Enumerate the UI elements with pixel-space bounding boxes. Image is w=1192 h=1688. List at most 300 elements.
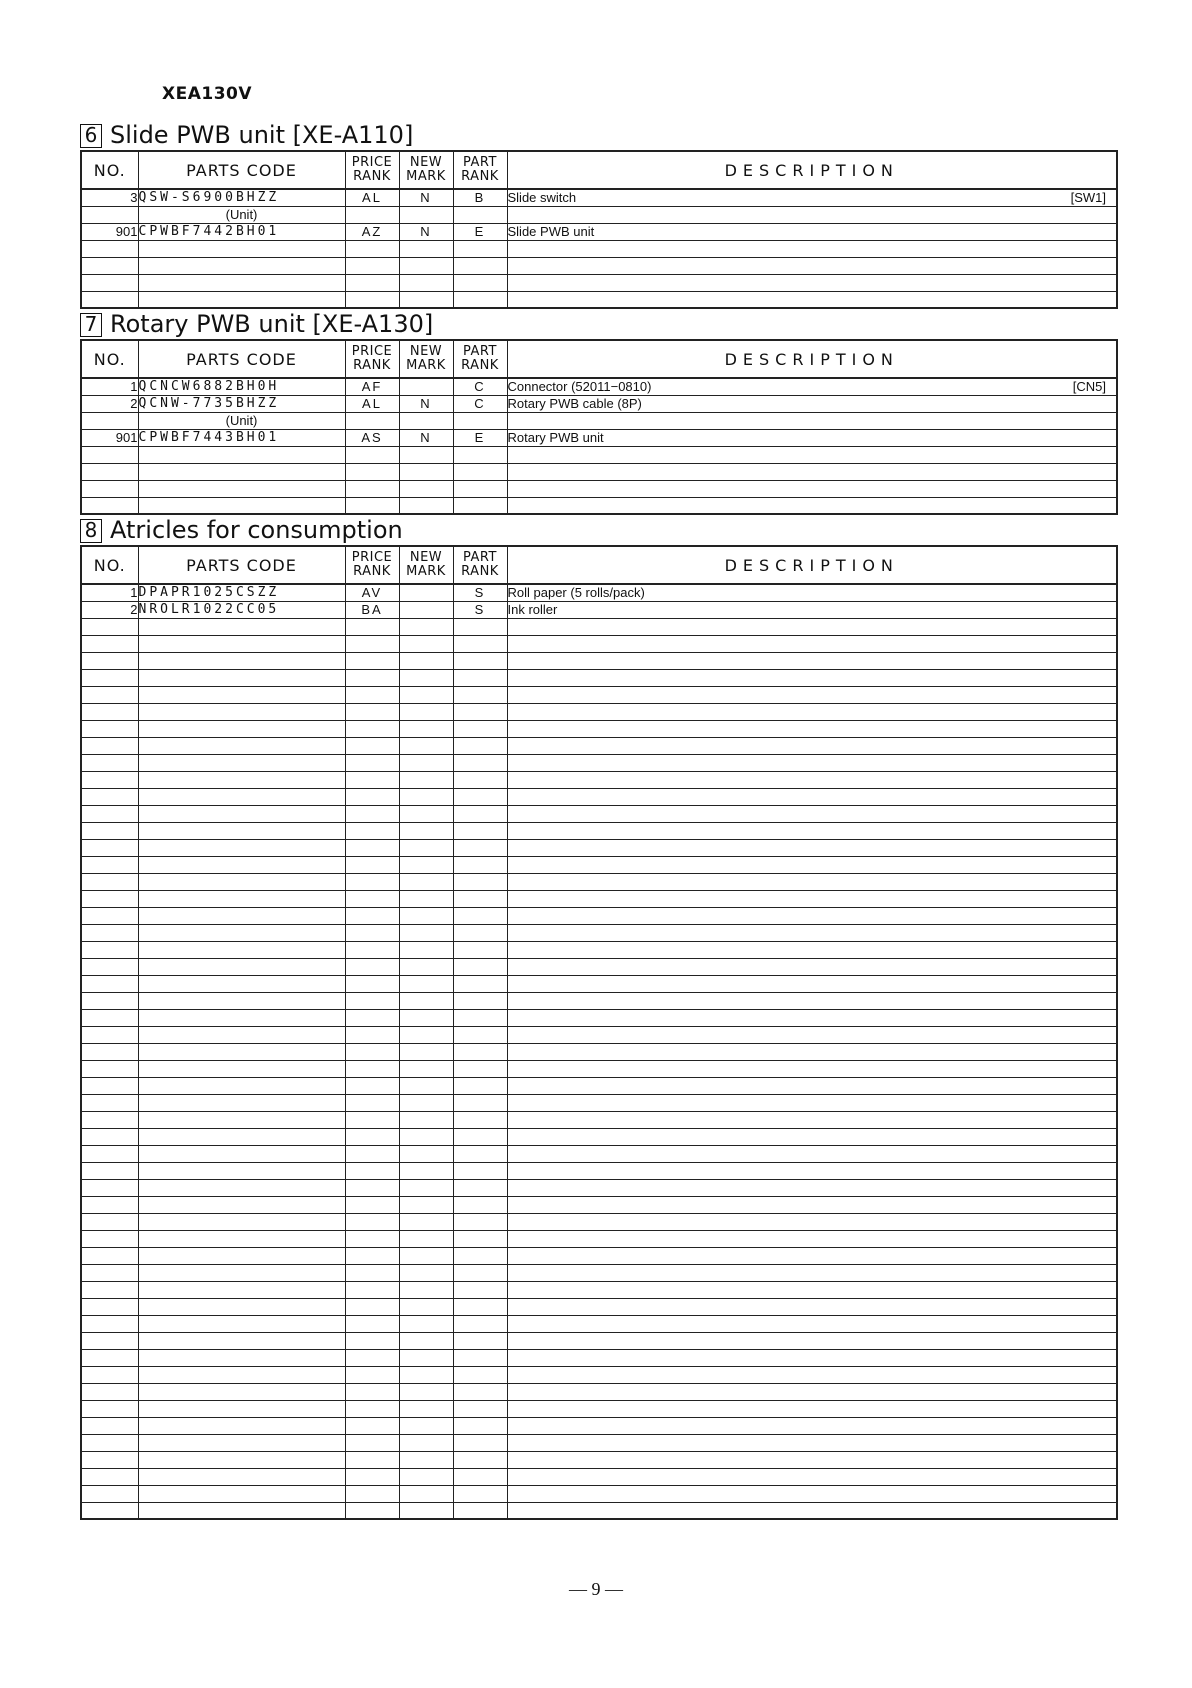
- blank-row: [81, 703, 1117, 720]
- cell-price-rank: [345, 737, 399, 754]
- blank-row: [81, 1315, 1117, 1332]
- cell-no: [81, 1417, 138, 1434]
- blank-row: [81, 652, 1117, 669]
- cell-part-rank: [453, 480, 507, 497]
- cell-price-rank: [345, 635, 399, 652]
- cell-no: [81, 1145, 138, 1162]
- blank-row: [81, 1043, 1117, 1060]
- cell-price-rank: [345, 1060, 399, 1077]
- cell-description: [507, 907, 1117, 924]
- cell-new-mark: [399, 274, 453, 291]
- cell-no: [81, 1094, 138, 1111]
- cell-part-rank: [453, 1196, 507, 1213]
- cell-no: [81, 1366, 138, 1383]
- cell-description: [507, 771, 1117, 788]
- col-new-header-line2: MARK: [406, 169, 446, 184]
- cell-new-mark: [399, 873, 453, 890]
- description-text: Ink roller: [507, 602, 558, 617]
- cell-part-rank: [453, 703, 507, 720]
- cell-no: [81, 1502, 138, 1519]
- blank-row: [81, 958, 1117, 975]
- cell-parts-code: [138, 1264, 345, 1281]
- blank-row: [81, 1128, 1117, 1145]
- cell-description: [507, 686, 1117, 703]
- cell-new-mark: [399, 206, 453, 223]
- cell-price-rank: [345, 1196, 399, 1213]
- cell-no: [81, 839, 138, 856]
- blank-row: [81, 257, 1117, 274]
- cell-price-rank: BA: [345, 601, 399, 618]
- blank-row: [81, 1077, 1117, 1094]
- cell-description: [507, 1366, 1117, 1383]
- col-price-header-line2: RANK: [353, 358, 391, 373]
- cell-price-rank: [345, 618, 399, 635]
- cell-description: [507, 257, 1117, 274]
- blank-row: [81, 1298, 1117, 1315]
- cell-part-rank: [453, 737, 507, 754]
- cell-parts-code: [138, 754, 345, 771]
- cell-new-mark: [399, 856, 453, 873]
- cell-parts-code: [138, 1451, 345, 1468]
- cell-description: [507, 412, 1117, 429]
- cell-parts-code: [138, 686, 345, 703]
- cell-part-rank: [453, 1434, 507, 1451]
- cell-part-rank: [453, 1383, 507, 1400]
- cell-description: [507, 924, 1117, 941]
- cell-new-mark: [399, 737, 453, 754]
- cell-parts-code: [138, 1366, 345, 1383]
- cell-description: [507, 240, 1117, 257]
- cell-parts-code: [138, 1247, 345, 1264]
- table-header-row: [81, 151, 1117, 189]
- blank-row: [81, 720, 1117, 737]
- cell-no: 2: [81, 601, 138, 618]
- cell-price-rank: [345, 1332, 399, 1349]
- cell-price-rank: [345, 1315, 399, 1332]
- cell-description: [507, 601, 1117, 618]
- cell-price-rank: AZ: [345, 223, 399, 240]
- cell-description: [507, 720, 1117, 737]
- cell-part-rank: [453, 1451, 507, 1468]
- cell-part-rank: [453, 754, 507, 771]
- cell-description: [507, 890, 1117, 907]
- cell-parts-code: (Unit): [138, 412, 345, 429]
- cell-description: [507, 291, 1117, 308]
- cell-no: [81, 958, 138, 975]
- cell-new-mark: [399, 412, 453, 429]
- cell-description: [507, 446, 1117, 463]
- cell-part-rank: [453, 1145, 507, 1162]
- col-part-header-line1: PART: [463, 550, 497, 565]
- cell-no: [81, 1111, 138, 1128]
- cell-part-rank: B: [453, 189, 507, 206]
- cell-parts-code: [138, 1485, 345, 1502]
- cell-description: [507, 1332, 1117, 1349]
- cell-parts-code: [138, 1213, 345, 1230]
- cell-parts-code: QCNCW6882BH0H: [138, 378, 345, 395]
- table-row: [81, 189, 1117, 206]
- col-price-header-line1: PRICE: [351, 155, 393, 170]
- cell-price-rank: AF: [345, 378, 399, 395]
- blank-row: [81, 1400, 1117, 1417]
- cell-parts-code: [138, 720, 345, 737]
- table-row: [81, 378, 1117, 395]
- cell-no: [81, 1009, 138, 1026]
- cell-new-mark: [399, 992, 453, 1009]
- cell-no: [81, 771, 138, 788]
- cell-parts-code: [138, 1111, 345, 1128]
- blank-row: [81, 618, 1117, 635]
- cell-description: [507, 429, 1117, 446]
- cell-no: [81, 788, 138, 805]
- section-number: 8: [80, 519, 102, 543]
- cell-new-mark: [399, 1468, 453, 1485]
- col-desc-header: DESCRIPTION: [507, 546, 1117, 584]
- cell-parts-code: [138, 992, 345, 1009]
- cell-description: [507, 992, 1117, 1009]
- cell-description: [507, 1349, 1117, 1366]
- cell-price-rank: [345, 754, 399, 771]
- cell-price-rank: [345, 1162, 399, 1179]
- table-row: [81, 601, 1117, 618]
- cell-new-mark: [399, 480, 453, 497]
- cell-no: [81, 240, 138, 257]
- cell-part-rank: [453, 635, 507, 652]
- section-title-text: Atricles for consumption: [110, 516, 403, 544]
- cell-new-mark: [399, 1162, 453, 1179]
- cell-no: [81, 635, 138, 652]
- cell-description: [507, 856, 1117, 873]
- cell-new-mark: [399, 1043, 453, 1060]
- cell-price-rank: AL: [345, 189, 399, 206]
- cell-no: [81, 1264, 138, 1281]
- cell-new-mark: [399, 1417, 453, 1434]
- blank-row: [81, 1213, 1117, 1230]
- cell-price-rank: [345, 1145, 399, 1162]
- cell-part-rank: [453, 497, 507, 514]
- cell-new-mark: [399, 890, 453, 907]
- section-title: [80, 516, 403, 544]
- col-part-header-line2: RANK: [461, 358, 499, 373]
- cell-price-rank: [345, 274, 399, 291]
- cell-part-rank: C: [453, 395, 507, 412]
- cell-description: [507, 703, 1117, 720]
- cell-part-rank: [453, 1247, 507, 1264]
- cell-part-rank: [453, 1213, 507, 1230]
- blank-row: [81, 1111, 1117, 1128]
- blank-row: [81, 240, 1117, 257]
- cell-parts-code: [138, 497, 345, 514]
- cell-new-mark: [399, 669, 453, 686]
- cell-description: [507, 1111, 1117, 1128]
- cell-no: 1: [81, 378, 138, 395]
- cell-parts-code: [138, 1196, 345, 1213]
- cell-parts-code: [138, 890, 345, 907]
- cell-part-rank: [453, 1179, 507, 1196]
- cell-no: [81, 822, 138, 839]
- cell-part-rank: [453, 1417, 507, 1434]
- cell-no: 2: [81, 395, 138, 412]
- reference-label: [SW1]: [1070, 190, 1106, 205]
- col-desc-header: DESCRIPTION: [507, 340, 1117, 378]
- cell-description: [507, 1247, 1117, 1264]
- cell-parts-code: [138, 463, 345, 480]
- cell-part-rank: [453, 1349, 507, 1366]
- col-new-header-line2: MARK: [406, 564, 446, 579]
- cell-new-mark: [399, 1009, 453, 1026]
- cell-parts-code: [138, 1400, 345, 1417]
- cell-parts-code: [138, 446, 345, 463]
- cell-part-rank: [453, 975, 507, 992]
- description-text: Connector (52011−0810): [507, 379, 652, 395]
- blank-row: [81, 975, 1117, 992]
- cell-price-rank: [345, 1128, 399, 1145]
- cell-parts-code: [138, 1468, 345, 1485]
- cell-new-mark: [399, 291, 453, 308]
- cell-price-rank: [345, 1349, 399, 1366]
- cell-price-rank: [345, 1417, 399, 1434]
- blank-row: [81, 635, 1117, 652]
- cell-new-mark: [399, 1451, 453, 1468]
- cell-part-rank: [453, 805, 507, 822]
- col-part-header: [453, 340, 507, 378]
- cell-price-rank: [345, 1077, 399, 1094]
- cell-part-rank: [453, 1281, 507, 1298]
- col-code-header: PARTS CODE: [138, 340, 345, 378]
- cell-description: [507, 822, 1117, 839]
- cell-part-rank: [453, 771, 507, 788]
- blank-row: [81, 1060, 1117, 1077]
- cell-new-mark: [399, 1111, 453, 1128]
- cell-description: [507, 1468, 1117, 1485]
- blank-row: [81, 1468, 1117, 1485]
- section-number: 7: [80, 313, 102, 337]
- cell-no: [81, 890, 138, 907]
- table-row: [81, 223, 1117, 240]
- blank-row: [81, 480, 1117, 497]
- cell-no: [81, 805, 138, 822]
- blank-row: [81, 1366, 1117, 1383]
- cell-price-rank: [345, 686, 399, 703]
- blank-row: [81, 1485, 1117, 1502]
- cell-description: [507, 737, 1117, 754]
- cell-description: [507, 497, 1117, 514]
- cell-parts-code: [138, 1145, 345, 1162]
- cell-new-mark: N: [399, 395, 453, 412]
- cell-part-rank: [453, 669, 507, 686]
- cell-parts-code: [138, 1383, 345, 1400]
- cell-price-rank: [345, 924, 399, 941]
- cell-new-mark: [399, 584, 453, 601]
- col-part-header-line1: PART: [463, 155, 497, 170]
- cell-part-rank: [453, 1264, 507, 1281]
- parts-table: [80, 150, 1118, 309]
- cell-parts-code: [138, 924, 345, 941]
- cell-no: [81, 1468, 138, 1485]
- blank-row: [81, 1383, 1117, 1400]
- cell-parts-code: CPWBF7443BH01: [138, 429, 345, 446]
- cell-description: [507, 1315, 1117, 1332]
- cell-parts-code: [138, 1417, 345, 1434]
- cell-parts-code: [138, 669, 345, 686]
- blank-row: [81, 856, 1117, 873]
- cell-description: [507, 1060, 1117, 1077]
- cell-new-mark: [399, 703, 453, 720]
- cell-parts-code: [138, 1230, 345, 1247]
- cell-parts-code: [138, 975, 345, 992]
- cell-price-rank: [345, 907, 399, 924]
- blank-row: [81, 686, 1117, 703]
- cell-part-rank: [453, 1485, 507, 1502]
- cell-price-rank: [345, 975, 399, 992]
- cell-no: [81, 924, 138, 941]
- cell-price-rank: AV: [345, 584, 399, 601]
- cell-new-mark: [399, 1298, 453, 1315]
- cell-no: [81, 1485, 138, 1502]
- cell-description: [507, 1485, 1117, 1502]
- cell-new-mark: [399, 1315, 453, 1332]
- cell-part-rank: [453, 618, 507, 635]
- cell-no: [81, 1315, 138, 1332]
- cell-new-mark: [399, 1264, 453, 1281]
- cell-parts-code: [138, 480, 345, 497]
- cell-parts-code: [138, 1060, 345, 1077]
- blank-row: [81, 1009, 1117, 1026]
- col-new-header: [399, 340, 453, 378]
- cell-new-mark: [399, 1026, 453, 1043]
- blank-row: [81, 669, 1117, 686]
- cell-description: [507, 1162, 1117, 1179]
- blank-row: [81, 497, 1117, 514]
- cell-new-mark: [399, 924, 453, 941]
- col-code-header: PARTS CODE: [138, 151, 345, 189]
- blank-row: [81, 907, 1117, 924]
- cell-parts-code: DPAPR1025CSZZ: [138, 584, 345, 601]
- cell-part-rank: [453, 240, 507, 257]
- cell-no: [81, 975, 138, 992]
- col-price-header-line2: RANK: [353, 169, 391, 184]
- cell-parts-code: [138, 958, 345, 975]
- cell-description: [507, 274, 1117, 291]
- blank-row: [81, 839, 1117, 856]
- blank-row: [81, 291, 1117, 308]
- cell-new-mark: [399, 1196, 453, 1213]
- cell-parts-code: [138, 257, 345, 274]
- cell-price-rank: [345, 257, 399, 274]
- cell-part-rank: [453, 1128, 507, 1145]
- cell-new-mark: [399, 1400, 453, 1417]
- cell-part-rank: [453, 1111, 507, 1128]
- cell-parts-code: (Unit): [138, 206, 345, 223]
- cell-price-rank: AL: [345, 395, 399, 412]
- cell-no: [81, 907, 138, 924]
- cell-no: [81, 703, 138, 720]
- cell-part-rank: [453, 412, 507, 429]
- cell-price-rank: [345, 1009, 399, 1026]
- cell-price-rank: [345, 206, 399, 223]
- cell-new-mark: [399, 1077, 453, 1094]
- cell-no: 901: [81, 429, 138, 446]
- cell-description: [507, 1383, 1117, 1400]
- cell-price-rank: [345, 720, 399, 737]
- blank-row: [81, 1230, 1117, 1247]
- cell-no: [81, 754, 138, 771]
- section-number: 6: [80, 124, 102, 148]
- cell-no: [81, 1060, 138, 1077]
- cell-part-rank: [453, 1468, 507, 1485]
- col-part-header-line2: RANK: [461, 564, 499, 579]
- description-text: Rotary PWB unit: [507, 430, 604, 445]
- cell-price-rank: [345, 873, 399, 890]
- cell-parts-code: [138, 1332, 345, 1349]
- cell-description: [507, 1281, 1117, 1298]
- cell-no: [81, 412, 138, 429]
- cell-description: [507, 873, 1117, 890]
- cell-part-rank: [453, 1060, 507, 1077]
- cell-parts-code: [138, 635, 345, 652]
- cell-parts-code: [138, 1094, 345, 1111]
- cell-no: [81, 1400, 138, 1417]
- cell-parts-code: [138, 771, 345, 788]
- cell-no: [81, 480, 138, 497]
- cell-description: [507, 378, 1117, 395]
- cell-no: [81, 1434, 138, 1451]
- cell-price-rank: [345, 1451, 399, 1468]
- blank-row: [81, 1247, 1117, 1264]
- cell-no: [81, 1026, 138, 1043]
- table-row: [81, 395, 1117, 412]
- col-new-header: [399, 546, 453, 584]
- cell-price-rank: [345, 1247, 399, 1264]
- reference-label: [CN5]: [1072, 379, 1106, 394]
- model-number: XEA130V: [162, 84, 253, 104]
- cell-no: 3: [81, 189, 138, 206]
- cell-new-mark: [399, 975, 453, 992]
- cell-price-rank: [345, 1043, 399, 1060]
- col-part-header-line1: PART: [463, 344, 497, 359]
- cell-price-rank: [345, 1383, 399, 1400]
- blank-row: [81, 873, 1117, 890]
- table-row: [81, 584, 1117, 601]
- blank-row: [81, 1026, 1117, 1043]
- cell-new-mark: [399, 463, 453, 480]
- section-title-text: Slide PWB unit [XE-A110]: [110, 121, 414, 149]
- blank-row: [81, 1162, 1117, 1179]
- cell-no: [81, 257, 138, 274]
- cell-part-rank: [453, 446, 507, 463]
- cell-parts-code: [138, 1179, 345, 1196]
- cell-parts-code: [138, 1128, 345, 1145]
- blank-row: [81, 1502, 1117, 1519]
- blank-row: [81, 446, 1117, 463]
- cell-price-rank: [345, 788, 399, 805]
- cell-no: [81, 274, 138, 291]
- cell-parts-code: [138, 805, 345, 822]
- blank-row: [81, 890, 1117, 907]
- cell-parts-code: [138, 240, 345, 257]
- cell-new-mark: [399, 805, 453, 822]
- blank-row: [81, 1196, 1117, 1213]
- cell-new-mark: [399, 754, 453, 771]
- blank-row: [81, 992, 1117, 1009]
- cell-description: [507, 975, 1117, 992]
- cell-parts-code: [138, 1349, 345, 1366]
- cell-part-rank: [453, 958, 507, 975]
- cell-price-rank: [345, 652, 399, 669]
- col-part-header-line2: RANK: [461, 169, 499, 184]
- table-row: [81, 412, 1117, 429]
- blank-row: [81, 1349, 1117, 1366]
